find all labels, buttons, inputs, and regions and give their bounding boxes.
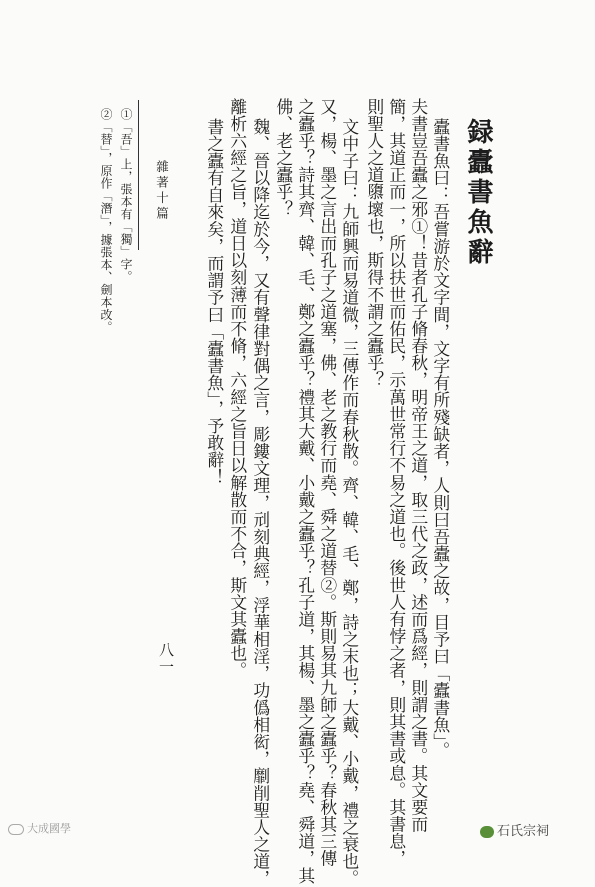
watermark-right — [480, 820, 549, 839]
wechat-icon — [480, 826, 494, 838]
body-column: 之蠹乎？詩其齊、韓、毛、鄭之蠹乎？禮其大戴、小戴之蠹乎？孔子道，其楊、墨之蠹乎？堯、舜道，其 — [295, 98, 316, 885]
watermark-right-text: 石氏宗祠 — [497, 824, 550, 839]
body-column: 魏、晉以降迄於今，又有聲律對偶之言，彫鏤文理，刓刻典經，浮華相淫，功僞相衒，劘削聖人之道， — [250, 118, 271, 887]
body-column: 簡，其道正而一，所以扶世而佑民，示萬世常行不易之道也。後世人有悖之者，則其書或息。其書息， — [386, 98, 407, 868]
body-column: 書之蠹有自來矣，而謂予曰「蠹書魚」，予敢辭！ — [204, 118, 225, 486]
page-title: 録蠹書魚辭 — [463, 118, 493, 268]
body-column: 佛、老之蠹乎？ — [273, 98, 294, 218]
body-column: 則聖人之道隳壞也，斯得不謂之蠹乎？ — [364, 98, 385, 389]
footnote: ②「替」，原作「潛」，據張本、劍本改。 — [99, 108, 113, 334]
watermark-logo-icon — [8, 824, 24, 835]
notes-divider — [138, 100, 139, 250]
footnote: ①「吾」上，張本有「獨」字。 — [119, 108, 133, 283]
page-number: 八一 — [157, 642, 175, 676]
body-column: 文中子曰：九師興而易道微，三傳作而春秋散。齊、韓、毛、鄭，詩之末也；大戴、小戴，禮之衰也。 — [339, 118, 360, 887]
body-column: 又，楊、墨之言出而孔子之道塞，佛、老之教行而堯、舜之道替②。斯則易其九師之蠹乎？春秋其三傳 — [317, 98, 338, 868]
body-column: 夫書豈吾蠹之邪①！昔者孔子脩春秋，明帝王之道，取三代之政，述而爲經，則謂之書。其文要而 — [408, 98, 429, 833]
body-column: 蠹書魚曰：吾嘗游於文字間，文字有所殘缺者，人則曰吾蠹之故，目予曰「蠹書魚」。 — [430, 118, 451, 760]
watermark-left-text: 大成國學 — [27, 822, 71, 835]
body-column: 離析六經之旨，道日以刻薄而不脩，六經之旨日以解散而不合，斯文其蠹也。 — [227, 98, 248, 680]
watermark-left — [8, 820, 71, 836]
section-heading: 雜著十篇 — [154, 160, 170, 222]
